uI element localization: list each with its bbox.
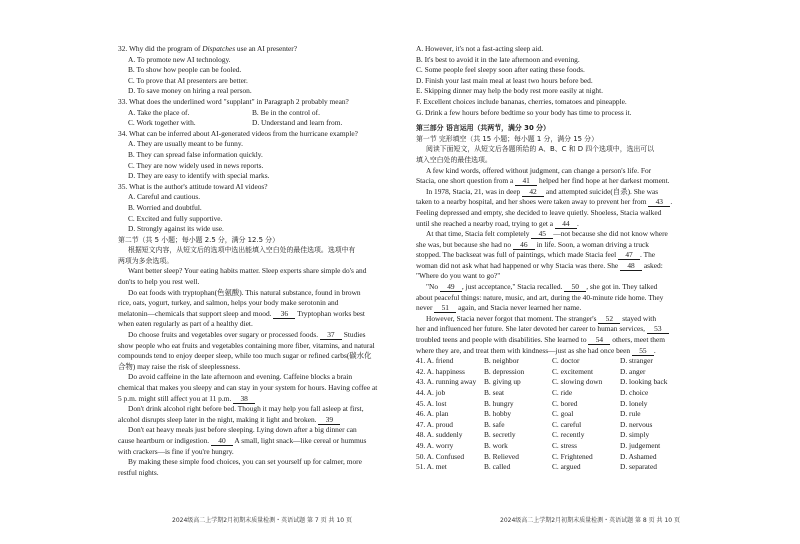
- passage-line: cause heartburn or indigestion. 40 A small, light snack—like cereal or hummus: [118, 435, 367, 445]
- section-instruction: 填入空白处的最佳选项。: [416, 155, 492, 164]
- passage-line: when eaten regularly as part of a healthy diet.: [118, 319, 253, 329]
- cloze-option: B. work: [484, 440, 508, 450]
- passage-line: until she reached a nearby road, trying to get a 44 .: [416, 218, 579, 228]
- cloze-option: D. Ashamed: [620, 451, 657, 461]
- cloze-option: 50. A. Confused: [416, 451, 465, 461]
- blank-40: 40: [211, 436, 233, 446]
- blank-50: 50: [564, 282, 586, 292]
- blank-38: 38: [233, 394, 255, 404]
- cloze-option: C. slowing down: [552, 377, 603, 387]
- blank-48: 48: [620, 261, 642, 271]
- cloze-option: B. giving up: [484, 377, 521, 387]
- passage-line: "No 49 , just acceptance," Stacia recalled. 50 , she got in. They talked: [426, 282, 658, 292]
- option-row: C. Work together with. D. Understand and learn from.: [128, 118, 343, 128]
- blank-47: 47: [618, 250, 640, 260]
- blank-55: 55: [632, 346, 654, 356]
- option: E. Skipping dinner may help the body rest more easily at night.: [416, 86, 603, 96]
- blank-39: 39: [318, 415, 340, 425]
- option: D. They are easy to identify with special marks.: [128, 171, 270, 181]
- option: D. To save money on hiring a real person.: [128, 86, 252, 96]
- blank-53: 53: [647, 324, 669, 334]
- page-footer: 2024级高二上学期2月初期末质量检测・英语试题 第 8 页 共 10 页: [500, 517, 680, 524]
- passage-line: taken to a nearby hospital, and her shoes were taken away to prevent her from 43 .: [416, 197, 673, 207]
- cloze-option: 48. A. suddenly: [416, 430, 463, 440]
- cloze-option: C. Frightened: [552, 451, 593, 461]
- blank-44: 44: [555, 219, 577, 229]
- blank-45: 45: [531, 229, 553, 239]
- option: C. Excited and fully supportive.: [128, 213, 223, 223]
- cloze-row: [416, 452, 690, 463]
- option: B. It's best to avoid it in the late afternoon and evening.: [416, 54, 580, 64]
- option: B. Worried and doubtful.: [128, 202, 202, 212]
- blank-46: 46: [513, 240, 535, 250]
- passage-line: Stacia, one short question from a 41 helped her find hope at her darkest moment.: [416, 176, 670, 186]
- blank-43: 43: [648, 197, 670, 207]
- passage-line: In 1978, Stacia, 21, was in deep 42 and attempted suicide(自杀). She was: [426, 186, 659, 196]
- cloze-option: C. stress: [552, 440, 578, 450]
- cloze-row: [416, 441, 690, 452]
- passage-line: her and influenced her future. She later devoted her career to human services, 53: [416, 324, 772, 335]
- cloze-row: [416, 367, 690, 378]
- option: F. Excellent choices include bananas, cherries, tomatoes and pineapple.: [416, 96, 627, 106]
- passage-line: A few kind words, offered without judgment, can change a person's life. For: [426, 165, 652, 175]
- passage-line: Do eat foods with tryptophan(色氨酸). This natural substance, found in brown: [128, 287, 361, 297]
- cloze-option: 51. A. met: [416, 462, 447, 472]
- passage-line: rice, oats, yogurt, turkey, and salmon, helps your body make serotonin and: [118, 298, 339, 308]
- cloze-option: B. seat: [484, 388, 505, 397]
- question-32: 32. Why did the program of Dispatches use an AI presenter?: [118, 44, 298, 53]
- cloze-option: C. goal: [552, 409, 574, 419]
- cloze-option: B. called: [484, 462, 511, 472]
- section-instruction: 阅读下面短文，从短文后各题所给的 A、B、C 和 D 四个选项中，选出可以: [426, 145, 655, 154]
- cloze-row: [416, 388, 690, 399]
- cloze-row: [416, 377, 690, 388]
- passage-line: By making these simple food choices, you can set yourself up for calmer, more: [128, 457, 362, 467]
- cloze-option: D. nervous: [620, 419, 653, 429]
- cloze-option: D. anger: [620, 366, 646, 376]
- cloze-option: 49. A. worry: [416, 440, 454, 450]
- blank-36: 36: [273, 309, 295, 319]
- cloze-row: [416, 462, 690, 473]
- passage-line: about peaceful things: nature, music, and art, during the 40-minute ride home. They: [416, 292, 664, 302]
- option: G. Drink a few hours before bedtime so your body has time to process it.: [416, 107, 632, 117]
- option-row: A. Take the place of. B. Be in the control of.: [128, 107, 320, 117]
- cloze-option: C. bored: [552, 398, 578, 408]
- question-33: 33. What does the underlined word "supplant" in Paragraph 2 probably mean?: [118, 96, 349, 106]
- passage: [416, 166, 772, 357]
- cloze-option: C. careful: [552, 419, 582, 429]
- cloze-row: [416, 430, 690, 441]
- cloze-option: D. judgement: [620, 440, 661, 450]
- passage-line: she was, but because she had no 46 in life. Soon, a woman driving a truck: [416, 239, 649, 249]
- passage-line: Don't eat heavy meals just before sleeping. Lying down after a big dinner can: [128, 425, 357, 435]
- cloze-option: 47. A. proud: [416, 419, 453, 429]
- cloze-options: [416, 356, 690, 473]
- passage-line: 合物) may raise the risk of sleeplessness.: [118, 361, 241, 371]
- passage-line: never 51 again, and Stacia never learned her name.: [416, 303, 582, 313]
- passage-line: Don't drink alcohol right before bed. Though it may help you fall asleep at first,: [128, 404, 364, 414]
- option: C. Some people feel sleepy soon after eating these foods.: [416, 65, 585, 75]
- section-title: 第一节 完形填空（共 15 小题；每小题 1 分，满分 15 分）: [416, 134, 598, 143]
- blank-37: 37: [320, 330, 342, 340]
- blank-51: 51: [434, 303, 456, 313]
- passage-line: with crackers—is fine if you're hungry.: [118, 446, 234, 456]
- cloze-option: B. Relieved: [484, 451, 519, 461]
- cloze-option: D. stranger: [620, 356, 653, 366]
- cloze-option: 42. A. happiness: [416, 366, 465, 376]
- passage-line: troubled teens and people with disabilities. She learned to 54 others, meet them: [416, 335, 665, 345]
- passage-line: where they are, and treat them with kindness—just as she had once been 55 .: [416, 345, 656, 355]
- option: D. Finish your last main meal at least two hours before bed.: [416, 75, 593, 85]
- cloze-option: D. rule: [620, 409, 641, 419]
- option: C. They are now widely used in news reports.: [128, 160, 264, 170]
- passage-line: Want better sleep? Your eating habits matter. Sleep experts share simple do's and: [128, 266, 367, 276]
- option: A. To promote new AI technology.: [128, 54, 231, 64]
- option: A. However, it's not a fast-acting sleep aid.: [416, 44, 544, 53]
- passage-line: "Where do you want to go?": [416, 271, 501, 281]
- section-instruction: 两项为多余选项。: [118, 256, 174, 265]
- passage-line: restful nights.: [118, 467, 159, 477]
- option: A. They are usually meant to be funny.: [128, 139, 243, 149]
- cloze-option: D. simply: [620, 430, 650, 440]
- passage-line: 5 p.m. might still affect you at 11 p.m. 38: [118, 394, 386, 405]
- cloze-option: D. separated: [620, 462, 657, 472]
- cloze-option: B. depression: [484, 366, 525, 376]
- cloze-option: 45. A. lost: [416, 398, 447, 408]
- passage-line: Do avoid caffeine in the late afternoon and evening. Caffeine blocks a brain: [128, 372, 353, 382]
- cloze-option: 43. A. running away: [416, 377, 477, 387]
- section-title: 第二节（共 5 小题；每小题 2.5 分，满分 12.5 分）: [118, 235, 279, 244]
- blank-52: 52: [598, 314, 620, 324]
- passage-line: alcohol disrupts sleep later in the night, making it light and broken. 39: [118, 415, 386, 426]
- cloze-option: 46. A. plan: [416, 409, 449, 419]
- passage-line: However, Stacia never forgot that moment. The stranger's 52 stayed with: [426, 313, 657, 323]
- cloze-row: [416, 409, 690, 420]
- page-right: [400, 0, 800, 544]
- passage-line: stopped. The backseat was full of paintings, which made Stacia feel 47 . The: [416, 250, 656, 260]
- passage-line: don'ts to help you rest well.: [118, 277, 200, 287]
- cloze-option: C. doctor: [552, 356, 580, 366]
- passage: [118, 266, 386, 478]
- cloze-option: B. safe: [484, 419, 505, 429]
- option: B. To show how people can be fooled.: [128, 65, 242, 75]
- cloze-option: 44. A. job: [416, 388, 446, 397]
- passage-line: compounds tend to enjoy deeper sleep, while too much sugar or refined carbs(碳水化: [118, 351, 372, 361]
- cloze-option: B. neighbor: [484, 356, 519, 366]
- passage-line: Feeling depressed and empty, she decided to leave quietly. Shoeless, Stacia walked: [416, 207, 662, 217]
- cloze-row: [416, 356, 690, 367]
- cloze-option: D. looking back: [620, 377, 668, 387]
- blank-49: 49: [440, 282, 462, 292]
- blank-42: 42: [522, 187, 544, 197]
- cloze-option: C. argued: [552, 462, 581, 472]
- cloze-option: B. secretly: [484, 430, 516, 440]
- option: A. Careful and cautious.: [128, 192, 201, 202]
- cloze-option: B. hobby: [484, 409, 512, 419]
- passage-line: chemical that makes you sleepy and can stay in your system for hours. Having coffee at: [118, 383, 378, 392]
- page-footer: 2024级高二上学期2月初期末质量检测・英语试题 第 7 页 共 10 页: [172, 517, 352, 524]
- question-35: 35. What is the author's attitude toward AI videos?: [118, 181, 268, 191]
- cloze-option: D. choice: [620, 388, 649, 397]
- cloze-option: B. hungry: [484, 398, 514, 408]
- passage-line: melatonin—chemicals that support sleep and mood. 36 Tryptophan works best: [118, 308, 365, 318]
- blank-54: 54: [588, 335, 610, 345]
- cloze-option: C. recently: [552, 430, 585, 440]
- cloze-option: C. ride: [552, 388, 573, 397]
- blank-41: 41: [515, 176, 537, 186]
- question-34: 34. What can be inferred about AI-generated videos from the hurricane example?: [118, 128, 358, 138]
- cloze-option: D. lonely: [620, 398, 648, 408]
- cloze-row: [416, 399, 690, 410]
- cloze-option: 41. A. friend: [416, 356, 454, 366]
- section-instruction: 根据短文内容，从短文后的选项中选出能填入空白处的最佳选项。选项中有: [128, 246, 356, 255]
- cloze-row: [416, 420, 690, 431]
- passage-line: Do choose fruits and vegetables over sugary or processed foods. 37 Studies: [128, 330, 366, 340]
- option: C. To prove that AI presenters are better.: [128, 75, 248, 85]
- passage-line: At that time, Stacia felt completely 45 —not because she did not know where: [426, 229, 668, 239]
- option: B. They can spread false information quickly.: [128, 149, 263, 159]
- part-title: 第三部分 语言运用（共两节，满分 30 分）: [416, 124, 550, 133]
- passage-line: woman did not ask what had happened or why Stacia was there. She 48 asked:: [416, 260, 663, 270]
- option: D. Strongly against its wide use.: [128, 224, 224, 234]
- passage-line: show people who eat fruits and vegetables containing more fiber, vitamins, and natural: [118, 340, 375, 350]
- cloze-option: C. excitement: [552, 366, 594, 376]
